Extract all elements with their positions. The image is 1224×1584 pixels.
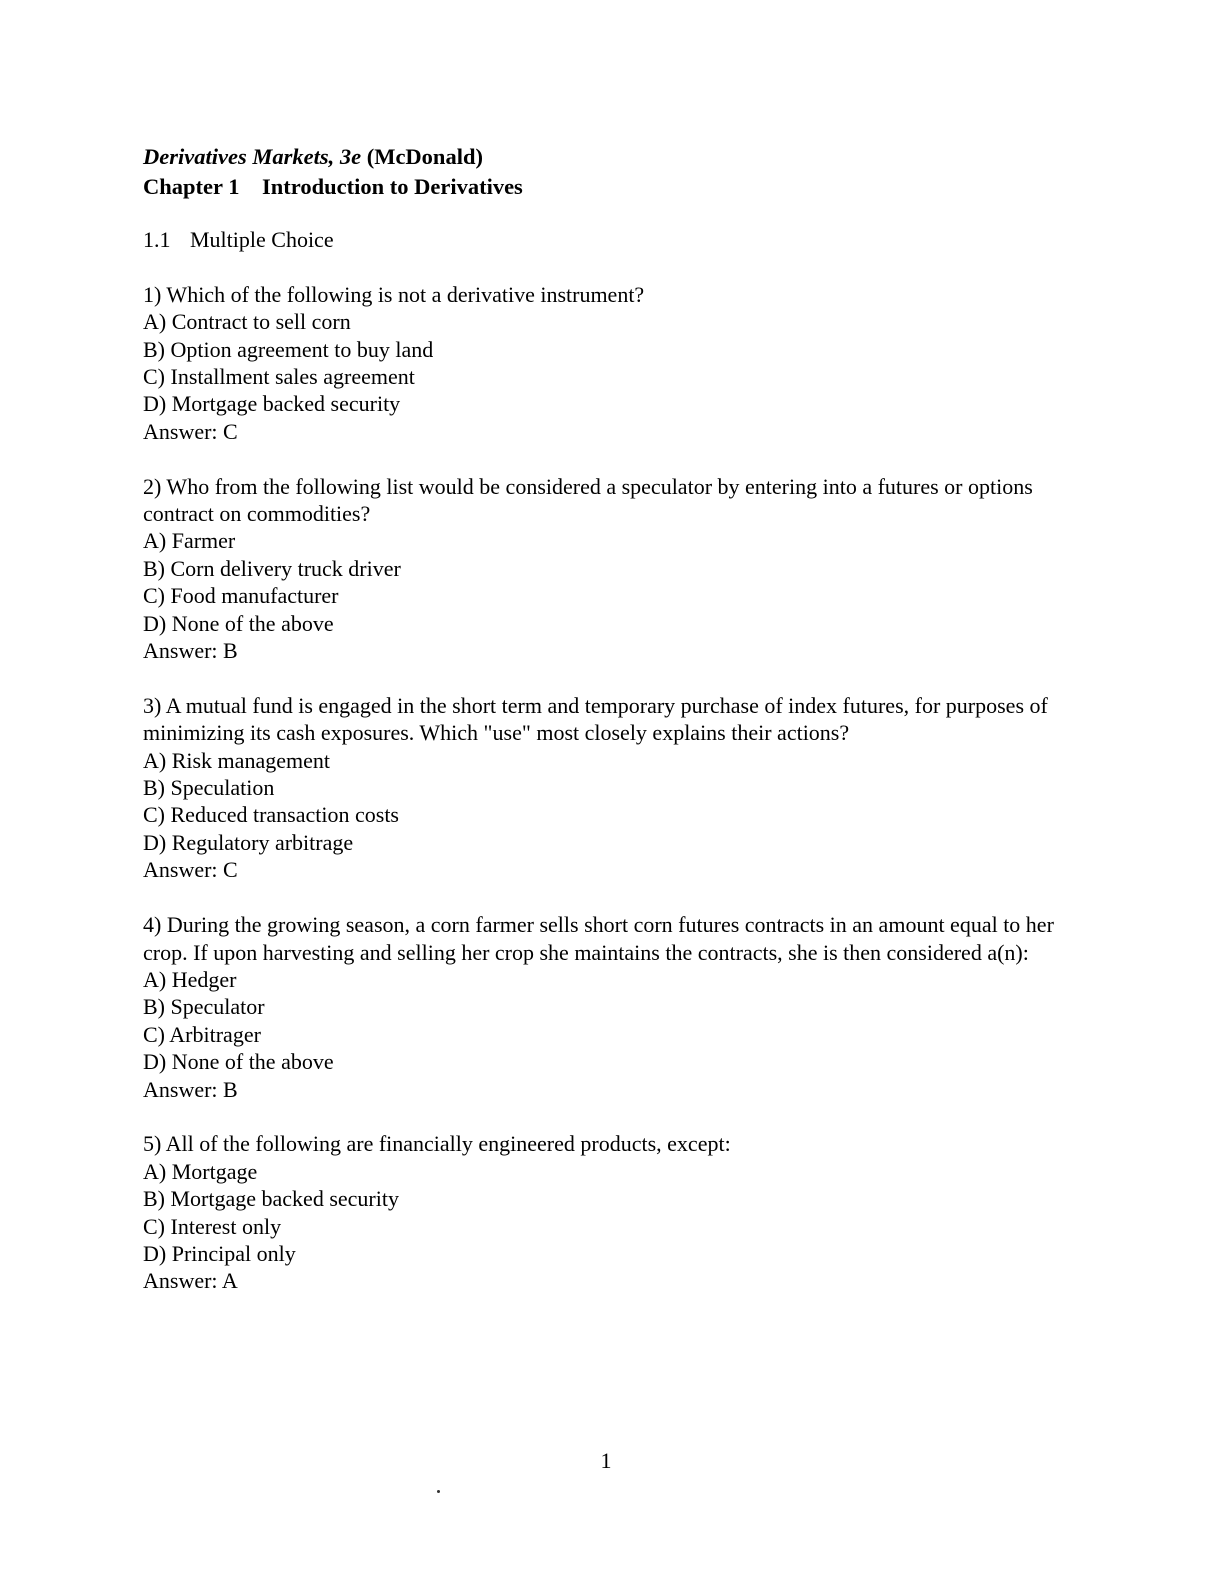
option: C) Interest only — [143, 1213, 282, 1239]
option: D) None of the above — [143, 610, 334, 636]
option: C) Arbitrager — [143, 1021, 261, 1047]
answer: Answer: B — [143, 1076, 238, 1102]
question-4 — [143, 911, 1083, 1103]
option: C) Installment sales agreement — [143, 364, 415, 390]
question-3 — [143, 692, 1083, 884]
answer: Answer: C — [143, 418, 238, 444]
option: A) Mortgage — [143, 1158, 258, 1184]
question-stem: 4) During the growing season, a corn farmer sells short corn futures contracts in an amount equal to her crop. If upon harvesting and selling her crop she maintains the contracts, she is then considered a(n): — [143, 912, 1054, 965]
question-2 — [143, 473, 1083, 665]
option: D) Mortgage backed security — [143, 391, 401, 417]
section-heading — [143, 226, 1083, 253]
question-5 — [143, 1130, 1083, 1294]
option: C) Reduced transaction costs — [143, 802, 399, 828]
option: A) Hedger — [143, 966, 237, 992]
option: D) Regulatory arbitrage — [143, 829, 354, 855]
question-stem: 1) Which of the following is not a derivative instrument? — [143, 281, 645, 307]
option: A) Contract to sell corn — [143, 309, 351, 335]
book-author: (McDonald) — [366, 144, 483, 169]
section-title: Multiple Choice — [190, 227, 334, 252]
section-number: 1.1 — [143, 227, 171, 252]
option: B) Option agreement to buy land — [143, 336, 434, 362]
page-number-label: 1 — [600, 1448, 612, 1473]
page-number — [0, 1448, 1224, 1474]
document-page — [143, 142, 1083, 1295]
chapter-title-line — [143, 172, 1083, 202]
answer: Answer: A — [143, 1268, 238, 1294]
option: D) None of the above — [143, 1049, 334, 1075]
chapter-label: Chapter 1 — [143, 174, 240, 199]
option: B) Corn delivery truck driver — [143, 555, 401, 581]
question-stem: 2) Who from the following list would be considered a speculator by entering into a futures or options contract on commodities? — [143, 473, 1033, 527]
chapter-title: Introduction to Derivatives — [262, 174, 523, 199]
answer: Answer: C — [143, 857, 238, 883]
book-title: Derivatives Markets, 3e — [143, 144, 362, 169]
option: B) Speculation — [143, 775, 275, 801]
question-1 — [143, 281, 1083, 445]
question-stem: 5) All of the following are financially engineered products, except: — [143, 1131, 731, 1157]
scan-mark — [437, 1490, 440, 1493]
option: D) Principal only — [143, 1240, 296, 1266]
option: A) Risk management — [143, 747, 330, 773]
book-title-line — [143, 142, 1083, 172]
option: A) Farmer — [143, 528, 236, 554]
option: B) Mortgage backed security — [143, 1186, 399, 1212]
option: C) Food manufacturer — [143, 583, 339, 609]
option: B) Speculator — [143, 994, 265, 1020]
question-stem: 3) A mutual fund is engaged in the short term and temporary purchase of index futures, for purposes of minimizing its cash exposures. Which "use" most closely explains their actions? — [143, 692, 1048, 746]
answer: Answer: B — [143, 638, 238, 664]
